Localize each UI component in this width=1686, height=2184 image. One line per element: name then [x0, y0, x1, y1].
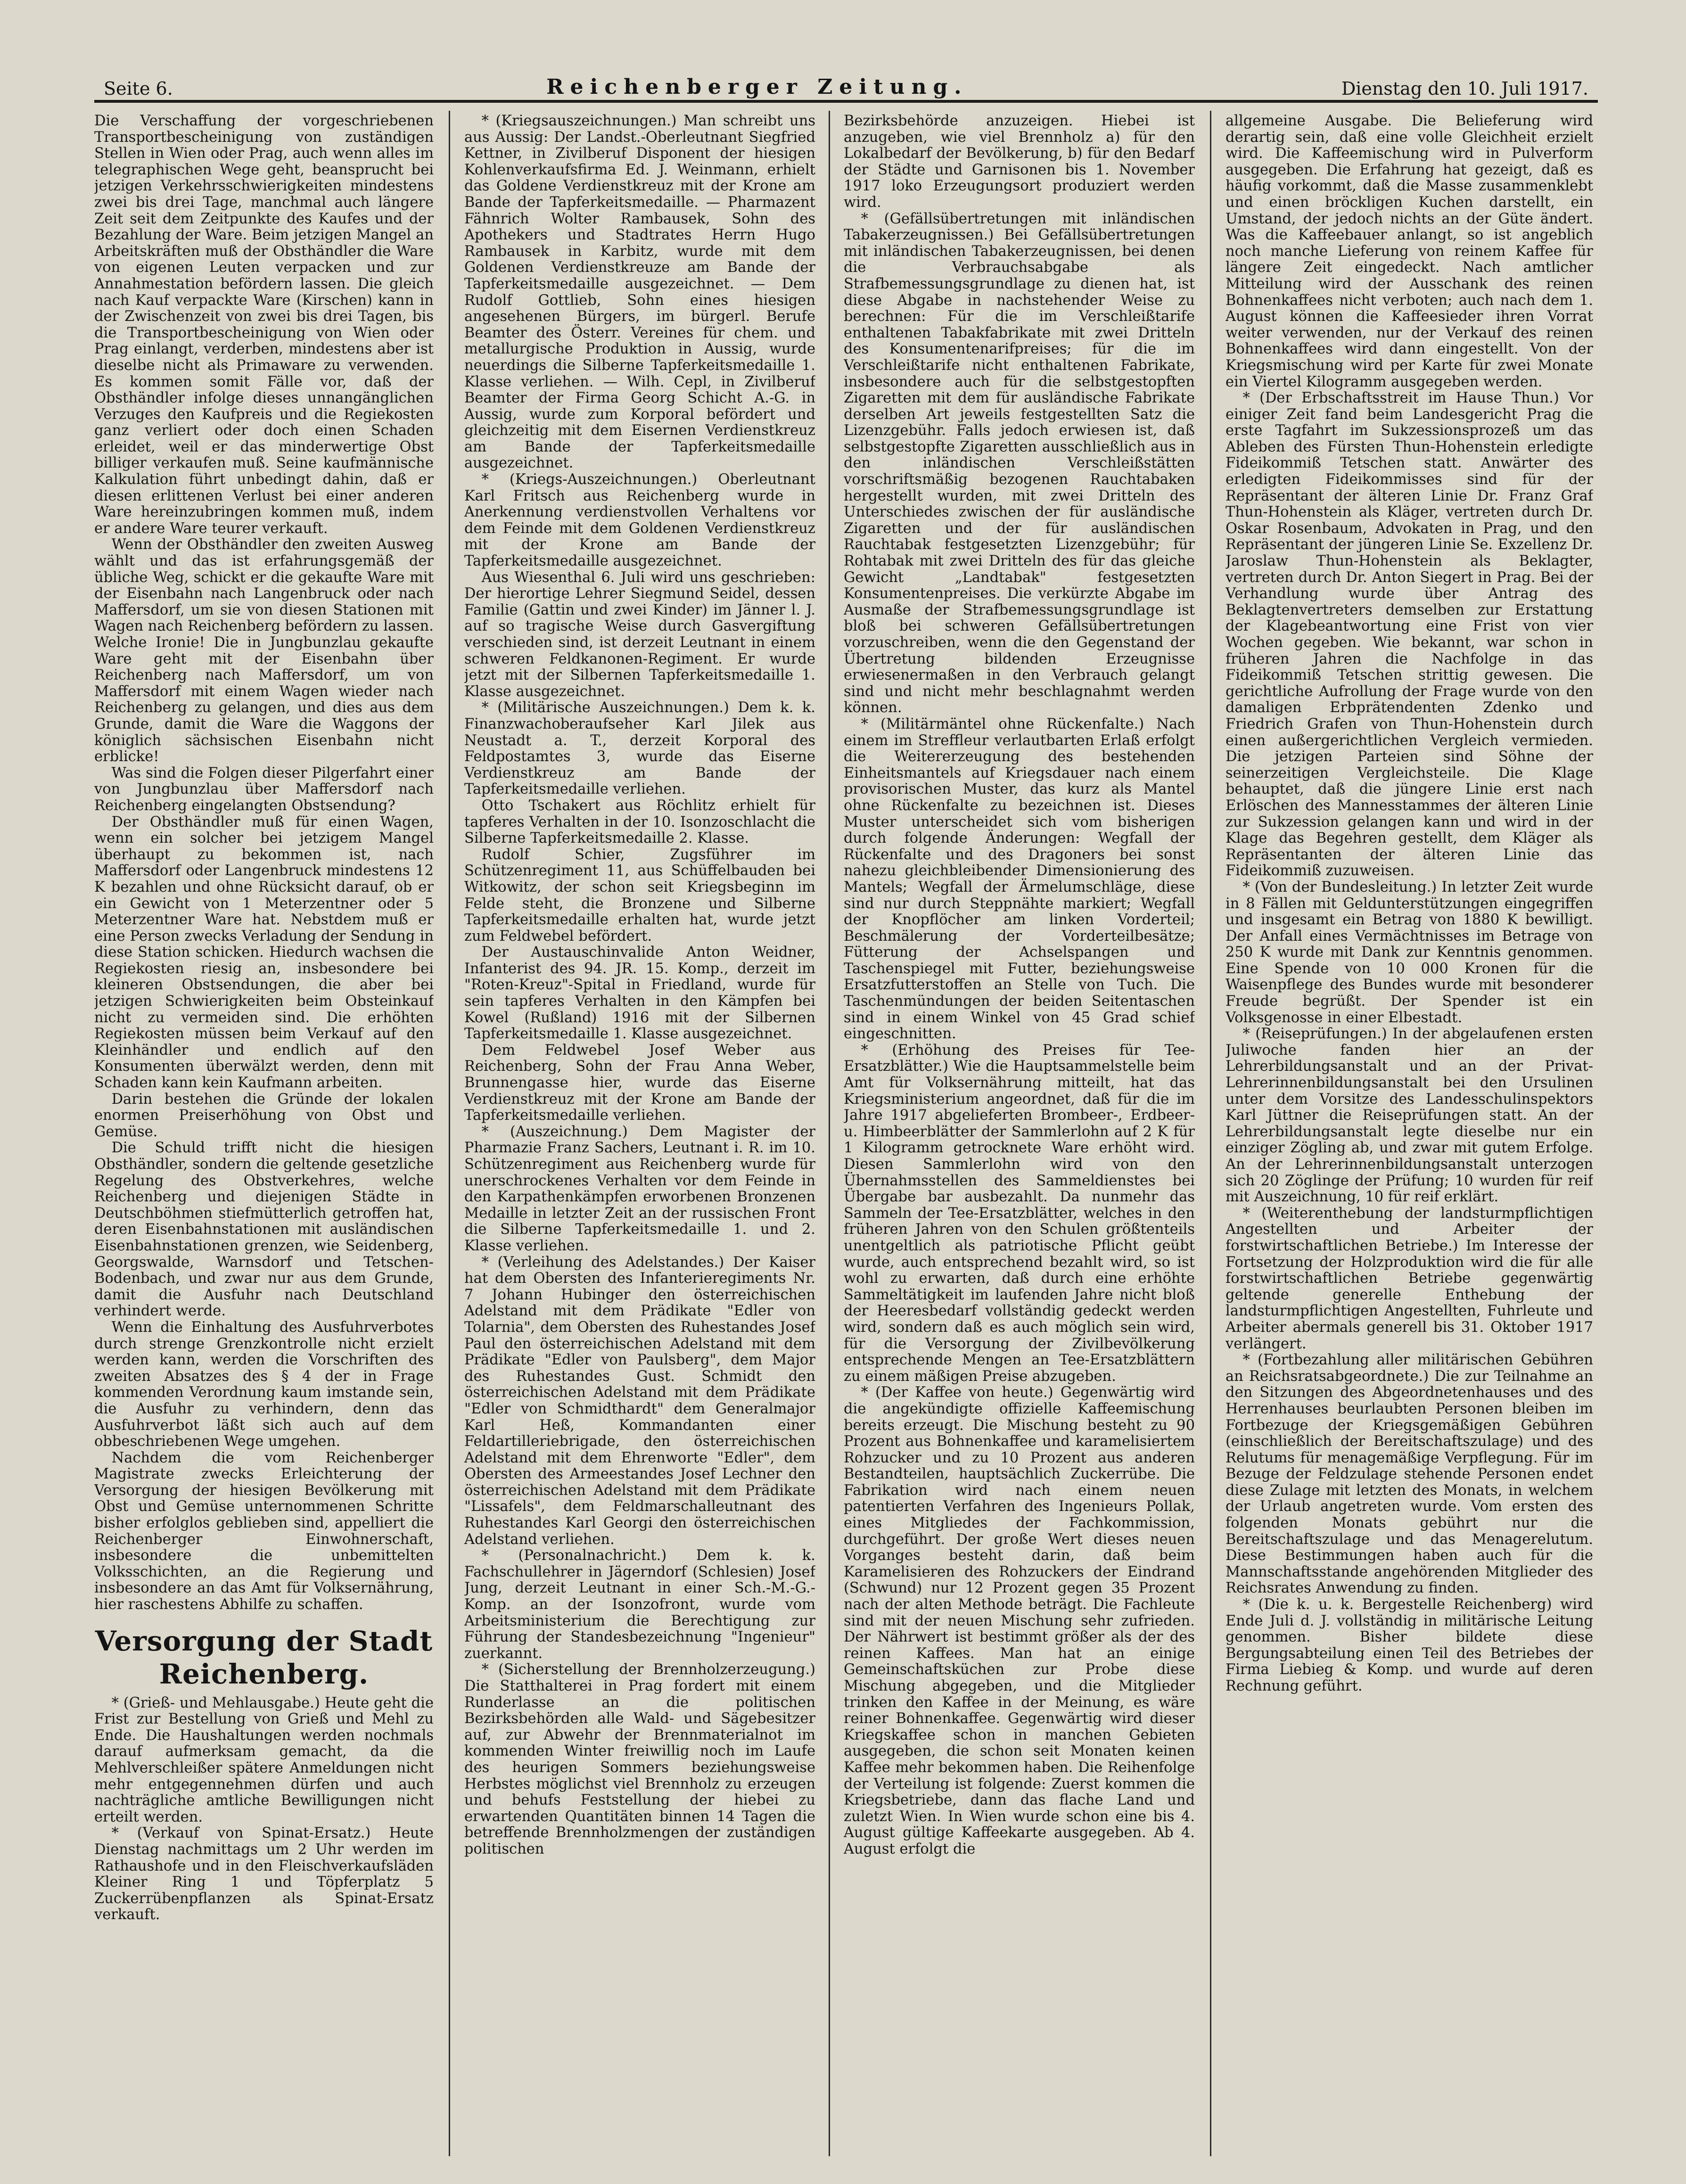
issue-date: Dienstag den 10. Juli 1917. [1341, 78, 1588, 99]
news-item: * (Auszeichnung.) Dem Magister der Pharmazie Franz Sachers, Leutnant i. R. im 10. Schützenregiment aus Reichenberg wurde für unerschrockenes Verhalten vor dem Feinde in den Karpathenkämpfen erworbenen Bronzenen Medaille in letzter Zeit an der russischen Front die Silberne Tapferkeitsmedaille 1. und 2. Klasse verliehen. [464, 1123, 815, 1254]
article-paragraph: Die Verschaffung der vorgeschriebenen Transportbescheinigung von zuständigen Stellen in Wien oder Prag, auch wenn alles im telegraphischen Wege geht, beansprucht bei jetzigen Verkehrsschwierigkeiten mindestens zwei bis drei Tage, manchmal auch längere Zeit seit dem Zeitpunkte des Kaufes und der Bezahlung der Ware. Beim jetzigen Mangel an Arbeitskräften muß der Obsthändler die Ware von eigenen Leuten verpacken und zur Annahmestation befördern lassen. Die gleich nach Kauf verpackte Ware (Kirschen) kann in der Zwischenzeit von zwei bis drei Tagen, bis die Transportbescheinigung von Wien oder Prag einlangt, verderben, mindestens aber ist dieselbe nicht als Primaware zu verwenden. Es kommen somit Fälle vor, daß der Obsthändler infolge dieses unnangänglichen Verzuges den Kaufpreis und die Regiekosten ganz verliert oder doch einen Schaden erleidet, weil er das minderwertige Obst billiger verkaufen muß. Seine kaufmännische Kalkulation führt unbedingt dahin, daß er diesen erlittenen Verlust bei einer anderen Ware hereinzubringen kommen muß, indem er andere Ware teurer verkauft. [94, 113, 434, 537]
news-item: Bezirksbehörde anzuzeigen. Hiebei ist anzugeben, wie viel Brennholz a) für den Lokalbedarf der Bevölkerung, b) für den Bedarf der Städte und Garnisonen bis 1. November 1917 loko Erzeugungsort produziert werden wird. [844, 113, 1195, 211]
news-item: * (Kriegsauszeichnungen.) Man schreibt uns aus Aussig: Der Landst.-Oberleutnant Siegfried Kettner, in Zivilberuf Disponent der hiesigen Kohlenverkaufsfirma Ed. J. Weinmann, erhielt das Goldene Verdienstkreuz mit der Krone am Bande der Tapferkeitsmedaille. — Pharmazent Fähnrich Wolter Rambausek, Sohn des Apothekers und Stadtrates Herrn Hugo Rambausek in Karbitz, wurde mit dem Goldenen Verdienstkreuze am Bande der Tapferkeitsmedaille ausgezeichnet. — Dem Rudolf Gottlieb, Sohn eines hiesigen angesehenen Bürgers, im bürgerl. Berufe Beamter des Österr. Vereines für chem. und metallurgische Produktion in Aussig, wurde neuerdings die Silberne Tapferkeitsmedaille 1. Klasse verliehen. — Wilh. Cepl, in Zivilberuf Beamter der Firma Georg Schicht A.-G. in Aussig, wurde zum Korporal befördert und gleichzeitig mit dem Eisernen Verdienstkreuz am Bande der Tapferkeitsmedaille ausgezeichnet. [464, 113, 815, 472]
news-item: * (Erhöhung des Preises für Tee-Ersatzblätter.) Wie die Hauptsammelstelle beim Amt für Volksernährung mitteilt, hat das Kriegsministerium angeordnet, daß für die im Jahre 1917 abgelieferten Brombeer-, Erdbeer- u. Himbeerblätter der Sammlerlohn auf 2 K für 1 Kilogramm getrocknete Ware erhöht wird. Diesen Sammlerlohn wird von den Übernahmsstellen des Sammeldienstes bei Übergabe bar ausbezahlt. Da nunmehr das Sammeln der Tee-Ersatzblätter, welches in den früheren Jahren von den Schulen größtenteils unentgeltlich als patriotische Pflicht geübt wurde, auch entsprechend bezahlt wird, so ist wohl zu erwarten, daß durch eine erhöhte Sammeltätigkeit im laufenden Jahre nicht bloß der Heeresbedarf vollständig gedeckt werden wird, sondern daß es auch möglich sein wird, für die Versorgung der Zivilbevölkerung entsprechende Mengen an Tee-Ersatzblättern zu einem mäßigen Preise abzugeben. [844, 1042, 1195, 1385]
article-paragraph: Wenn der Obsthändler den zweiten Ausweg wählt und das ist erfahrungsgemäß der übliche Weg, schickt er die gekaufte Ware mit der Eisenbahn nach Langenbruck oder nach Maffersdorf, um sie von diesen Stationen mit Wagen nach Reichenberg befördern zu lassen. Welche Ironie! Die in Jungbunzlau gekaufte Ware geht mit der Eisenbahn über Reichenberg nach Maffersdorf, um von Maffersdorf mit einem Wagen wieder nach Reichenberg zu gelangen, und dies aus dem Grunde, damit die Ware die Waggons der königlich sächsischen Eisenbahn nicht erblicke! [94, 536, 434, 765]
news-item: * (Militärmäntel ohne Rückenfalte.) Nach einem im Streffleur verlautbarten Erlaß erfolgt die Weitererzeugung des bestehenden Einheitsmantels auf Kriegsdauer nach einem provisorischen Muster, das kurz als Mantel ohne Rückenfalte zu bezeichnen ist. Dieses Muster unterscheidet sich vom bisherigen durch folgende Änderungen: Wegfall der Rückenfalte und des Dragoners bei sonst nahezu gleichbleibender Dimensionierung des Mantels; Wegfall der Ärmelumschläge, diese sind nur durch Steppnähte markiert; Wegfall der Knopflöcher am linken Vorderteil; Beschmälerung der Vorderteilbesätze; Fütterung der Achselspangen und Taschenspiegel mit Futter, beziehungsweise Ersatzfutterstoffen an Stelle von Tuch. Die Taschenmündungen der beiden Seitentaschen sind in einem Winkel von 45 Grad schief eingeschnitten. [844, 715, 1195, 1043]
column-divider [449, 111, 450, 2156]
column-divider [1210, 111, 1211, 2156]
newspaper-title: Reichenberger Zeitung. [546, 75, 968, 99]
news-item: * (Sicherstellung der Brennholzerzeugung.) Die Statthalterei in Prag fordert mit einem Runderlasse an die politischen Bezirksbehörden alle Wald- und Sägebesitzer auf, zur Abwehr der Brennmaterialnot im kommenden Winter freiwillig noch im Laufe des heurigen Sommers beziehungsweise Herbstes möglichst viel Brennholz zu erzeugen und behufs Feststellung der hiebei zu erwartenden Quantitäten binnen 14 Tagen die betreffende Brennholzmengen der zuständigen politischen [464, 1661, 815, 1857]
column-2 [464, 113, 815, 2159]
news-item: * (Gefällsübertretungen mit inländischen Tabakerzeugnissen.) Bei Gefällsübertretungen mit inländischen Tabakerzeugnissen, bei denen die Verbrauchsabgabe als Strafbemessungsgrundlage zu dienen hat, ist diese Abgabe in nachstehender Weise zu berechnen: Für die im Verschleißtarife enthaltenen Tabakfabrikate mit zwei Dritteln des Konsumentenarifpreises; für die im Verschleißtarife nicht enthaltenen Fabrikate, insbesondere auch für die selbstgestopften Zigaretten mit dem für ausländische Fabrikate derselben Art jeweils festgestellten Satz die Lizenzgebühr. Falls jedoch erwiesen ist, daß selbstgestopfte Zigaretten ausschließlich aus in den inländischen Verschleißstätten vorschriftsmäßig bezogenen Rauchtabaken hergestellt wurden, mit zwei Dritteln des Unterschiedes zwischen der für ausländische Zigaretten und der für ausländischen Rauchtabak festgesetzten Lizenzgebühr; für Rohtabak mit zwei Dritteln des für das gleiche Gewicht „Landtabak" festgesetzten Konsumentenpreises. Die verkürzte Abgabe im Ausmaße der Strafbemessungsgrundlage ist bloß bei schweren Gefällsübertretungen vorzuschreiben, wenn die den Gegenstand der Übertretung bildenden Erzeugnisse erwiesenermaßen in den Verbrauch gelangt sind und nicht mehr beschlagnahmt werden können. [844, 210, 1195, 716]
news-item: * (Fortbezahlung aller militärischen Gebühren an Reichsratsabgeordnete.) Die zur Teilnahme an den Sitzungen des Abgeordnetenhauses und des Herrenhauses beurlaubten Personen bleiben im Fortbezuge der Kriegsgemäßigen Gebühren (einschließlich der Bereitschaftszulage) und des Relutums für menagemäßige Verpflegung. Für im Bezuge der Feldzulage stehende Personen endet diese Zulage mit letzten des Monats, in welchem der Urlaub angetreten wurde. Vom ersten des folgenden Monats gebührt nur die Bereitschaftszulage und das Menagerelutum. Diese Bestimmungen haben auch für die Mannschaftsstande angehörenden Mitglieder des Reichsrates Anwendung zu finden. [1225, 1352, 1593, 1597]
page-number: Seite 6. [104, 78, 173, 99]
article-paragraph: Der Obsthändler muß für einen Wagen, wenn ein solcher bei jetzigem Mangel überhaupt zu bekommen ist, nach Maffersdorf oder Langenbruck mindestens 12 K bezahlen und ohne Rücksicht darauf, ob er ein Gewicht von 1 Meterzentner oder 5 Meterzentner Ware hat. Nebstdem muß er eine Person zwecks Verladung der Sendung in diese Station schicken. Hiedurch wachsen die Regiekosten riesig an, insbesondere bei kleineren Obstsendungen, die aber bei jetzigen Schwierigkeiten beim Obsteinkauf nicht zu vermeiden sind. Die erhöhten Regiekosten müssen beim Verkauf auf den Kleinhändler und endlich auf den Konsumenten überwälzt werden, denn mit Schaden kann kein Kaufmann arbeiten. [94, 813, 434, 1092]
article-paragraph: Die Schuld trifft nicht die hiesigen Obsthändler, sondern die geltende gesetzliche Regelung des Obstverkehres, welche Reichenberg und diejenigen Städte in Deutschböhmen stiefmütterlich getroffen hat, deren Eisenbahnstationen mit ausländischen Eisenbahnstationen grenzen, wie Seidenberg, Georgswalde, Warnsdorf und Tetschen-Bodenbach, und zwar nur aus dem Grunde, damit die Ausfuhr nach Deutschland verhindert werde. [94, 1140, 434, 1320]
news-item: * (Weiterenthebung der landsturmpflichtigen Angestellten und Arbeiter der forstwirtschaftlichen Betriebe.) Im Interesse der Fortsetzung der Holzproduktion wird die für alle forstwirtschaftlichen Betriebe gegenwärtig geltende generelle Enthebung der landsturmpflichtigen Angestellten, Fuhrleute und Arbeiter abermals generell bis 31. Oktober 1917 verlängert. [1225, 1205, 1593, 1352]
page-header [104, 57, 1588, 99]
column-1 [94, 113, 434, 2159]
news-item: * (Die k. u. k. Bergestelle Reichenberg) wird Ende Juli d. J. vollständig in militärische Leitung genommen. Bisher bildete diese Bergungsabteilung einen Teil des Betriebes der Firma Liebieg & Komp. und wurde auf deren Rechnung geführt. [1225, 1596, 1593, 1694]
news-item: * (Grieß- und Mehlausgabe.) Heute geht die Frist zur Bestellung von Grieß und Mehl zu Ende. Die Haushaltungen werden nochmals darauf aufmerksam gemacht, da die Mehlverschleißer spätere Anmeldungen nicht mehr entgegennehmen dürfen und auch nachträgliche amtliche Bewilligungen nicht erteilt werden. [94, 1694, 434, 1825]
news-item: * (Kriegs-Auszeichnungen.) Oberleutnant Karl Fritsch aus Reichenberg wurde in Anerkennung verdienstvollen Verhaltens vor dem Feinde mit dem Goldenen Verdienstkreuz mit der Krone am Bande der Tapferkeitsmedaille ausgezeichnet. [464, 471, 815, 570]
news-item: * (Reiseprüfungen.) In der abgelaufenen ersten Juliwoche fanden hier an der Lehrerbildungsanstalt und an der Privat-Lehrerinnenbildungsanstalt bei den Ursulinen unter dem Vorsitze des Landesschulinspektors Karl Jüttner die Reiseprüfungen statt. An der Lehrerbildungsanstalt legte dieselbe nur ein einziger Zögling ab, und zwar mit gutem Erfolge. An der Lehrerinnenbildungsanstalt unterzogen sich 20 Zöglinge der Prüfung; 10 wurden für reif mit Auszeichnung, 10 für reif erklärt. [1225, 1026, 1593, 1206]
news-item: * (Verkauf von Spinat-Ersatz.) Heute Dienstag nachmittags um 2 Uhr werden im Rathaushofe und in den Fleischverkaufsläden Kleiner Ring 1 und Töpferplatz 5 Zuckerrübenpflanzen als Spinat-Ersatz verkauft. [94, 1825, 434, 1923]
news-item: Rudolf Schier, Zugsführer im Schützenregiment 11, aus Schüffelbauden bei Witkowitz, der schon seit Kriegsbeginn im Felde steht, die Bronzene und Silberne Tapferkeitsmedaille erhalten hat, wurde jetzt zum Feldwebel befördert. [464, 846, 815, 944]
news-item: * (Personalnachricht.) Dem k. k. Fachschullehrer in Jägerndorf (Schlesien) Josef Jung, derzeit Leutnant in einer Sch.-M.-G.-Komp. an der Isonzofront, wurde vom Arbeitsministerium die Berechtigung zur Führung der Standesbezeichnung "Ingenieur" zuerkannt. [464, 1547, 815, 1662]
article-paragraph: Nachdem die vom Reichenberger Magistrate zwecks Erleichterung der Versorgung der hiesigen Bevölkerung mit Obst und Gemüse unternommenen Schritte bisher erfolglos geblieben sind, appelliert die Reichenberger Einwohnerschaft, insbesondere die unbemittelten Volksschichten, an die Regierung und insbesondere an das Amt für Volksernährung, hier raschestens Abhilfe zu schaffen. [94, 1449, 434, 1613]
column-divider [829, 111, 830, 2156]
news-item: Dem Feldwebel Josef Weber aus Reichenberg, Sohn der Frau Anna Weber, Brunnengasse hier, wurde das Eiserne Verdienstkreuz mit der Krone am Bande der Tapferkeitsmedaille verliehen. [464, 1042, 815, 1124]
news-item: Der Austauschinvalide Anton Weidner, Infanterist des 94. JR. 15. Komp., derzeit im "Roten-Kreuz"-Spital in Friedland, wurde für sein tapferes Verhalten in den Kämpfen bei Kowel (Rußland) 1916 mit der Silbernen Tapferkeitsmedaille 1. Klasse ausgezeichnet. [464, 944, 815, 1043]
news-item: * (Von der Bundesleitung.) In letzter Zeit wurde in 8 Fällen mit Geldunterstützungen eingegriffen und insgesamt ein Betrag von 1880 K bewilligt. Der Anfall eines Vermächtnisses im Betrage von 250 K wurde mit Dank zur Kenntnis genommen. Eine Spende von 10 000 Kronen für die Waisenpflege des Bundes wurde mit besonderer Freude begrüßt. Der Spender ist ein Volksgenosse in einer Elbestadt. [1225, 879, 1593, 1026]
column-3 [844, 113, 1195, 2159]
article-paragraph: Wenn die Einhaltung des Ausfuhrverbotes durch strenge Grenzkontrolle nicht erzielt werden kann, werden die Vorschriften des zweiten Absatzes des § 4 der in Frage kommenden Verordnung kaum imstande sein, die Ausfuhr zu verhindern, denn das Ausfuhrverbot läßt sich auch auf dem obbeschriebenen Wege umgehen. [94, 1319, 434, 1450]
news-item: * (Der Kaffee von heute.) Gegenwärtig wird die angekündigte offizielle Kaffeemischung bereits erzeugt. Die Mischung besteht zu 90 Prozent aus Bohnenkaffee und karamelisiertem Rohzucker und zu 10 Prozent aus anderen Bestandteilen, hauptsächlich Zuckerrübe. Die Fabrikation wird nach einem neuen patentierten Verfahren des Ingenieurs Pollak, eines Mitgliedes der Fachkommission, durchgeführt. Der große Wert dieses neuen Vorganges besteht darin, daß beim Karamelisieren des Rohzuckers der Eindrand (Schwund) nur 12 Prozent gegen 35 Prozent nach der alten Methode beträgt. Die Fachleute sind mit der neuen Mischung sehr zufrieden. Der Nährwert ist bestimmt größer als der des reinen Kaffees. Man hat an einige Gemeinschaftsküchen zur Probe diese Mischung abgegeben, und die Mitglieder trinken den Kaffee in der Meinung, es wäre reiner Bohnenkaffee. Gegenwärtig wird dieser Kriegskaffee schon in manchen Gebieten ausgegeben, die schon seit Monaten keinen Kaffee mehr bekommen haben. Die Reihenfolge der Verteilung ist folgende: Zuerst kommen die Kriegsbetriebe, dann das flache Land und zuletzt Wien. In Wien wurde schon eine bis 4. August gültige Kaffeekarte ausgegeben. Ab 4. August erfolgt die [844, 1384, 1195, 1857]
article-paragraph: Was sind die Folgen dieser Pilgerfahrt einer von Jungbunzlau über Maffersdorf nach Reichenberg eingelangten Obstsendung? [94, 764, 434, 814]
news-item: * (Militärische Auszeichnungen.) Dem k. k. Finanzwachoberaufseher Karl Jilek aus Neustadt a. T., derzeit Korporal des Feldpostamtes 3, wurde das Eiserne Verdienstkreuz am Bande der Tapferkeitsmedaille verliehen. [464, 699, 815, 798]
news-item: allgemeine Ausgabe. Die Belieferung wird derartig sein, daß eine volle Gleichheit erzielt wird. Die Kaffeemischung wird in Pulverform ausgegeben. Die Erfahrung hat gezeigt, daß es häufig vorkommt, daß die Masse zusammenklebt und einen bröckligen Kuchen darstellt, ein Umstand, der jedoch nichts an der Güte ändert. Was die Kaffeebauer anlangt, so ist angeblich noch manche Lieferung von reinem Kaffee für längere Zeit eingedeckt. Nach amtlicher Mitteilung wird der Ausschank des reinen Bohnenkaffees nicht verboten; auch nach dem 1. August können die Kaffeesieder ihren Vorrat weiter verwenden, nur der Verkauf des reinen Bohnenkaffees wird dann eingestellt. Von der Kriegsmischung wird per Karte für zwei Monate ein Viertel Kilogramm ausgegeben werden. [1225, 113, 1593, 390]
news-item: Otto Tschakert aus Röchlitz erhielt für tapferes Verhalten in der 10. Isonzoschlacht die Silberne Tapferkeitsmedaille 2. Klasse. [464, 797, 815, 847]
header-rule [94, 100, 1598, 103]
news-item: Aus Wiesenthal 6. Juli wird uns geschrieben: Der hierortige Lehrer Siegmund Seidel, dessen Familie (Gattin und zwei Kinder) im Jänner l. J. auf so tragische Weise durch Gasvergiftung verschieden sind, ist derzeit Leutnant in einem schweren Feldkanonen-Regiment. Er wurde jetzt mit der Silbernen Tapferkeitsmedaille 1. Klasse ausgezeichnet. [464, 569, 815, 700]
news-item: * (Der Erbschaftsstreit im Hause Thun.) Vor einiger Zeit fand beim Landesgericht Prag die erste Tagfahrt im Sukzessionsprozeß um das Ableben des Fürsten Thun-Hohenstein erledigte Fideikommiß Tetschen statt. Anwärter des erledigten Fideikommisses sind für der Repräsentant der älteren Linie Dr. Franz Graf Thun-Hohenstein als Kläger, vertreten durch Dr. Oskar Rosenbaum, Advokaten in Prag, und den Repräsentant der jüngeren Linie Se. Exzellenz Dr. Jaroslaw Thun-Hohenstein als Beklagter, vertreten durch Dr. Anton Siegert in Prag. Bei der Verhandlung wurde über Antrag des Beklagtenvertreters demselben zur Erstattung der Klagebeantwortung eine Frist von vier Wochen gegeben. Wie bekannt, war schon in früheren Jahren die Nachfolge in das Fideikommiß Tetschen strittig gewesen. Die gerichtliche Aufrollung der Frage wurde von den damaligen Erbprätendenten Zdenko und Friedrich Grafen von Thun-Hohenstein durch einen außergerichtlichen Vergleich vermieden. Die jetzigen Parteien sind Söhne der seinerzeitigen Vergleichsteile. Die Klage behauptet, daß die jüngere Linie erst nach Erlöschen des Mannesstammes der älteren Linie zur Sukzession gelangen kann und wird in der Klage das Begehren gestellt, dem Kläger als Repräsentanten der älteren Linie das Fideikommiß zuzuweisen. [1225, 390, 1593, 879]
section-heading: Versorgung der Stadt Reichenberg. [95, 1625, 433, 1690]
column-4 [1225, 113, 1593, 2159]
news-item: * (Verleihung des Adelstandes.) Der Kaiser hat dem Obersten des Infanterieregiments Nr. 7 Johann Hubinger den österreichischen Adelstand mit dem Prädikate "Edler von Tolarnia", dem Obersten des Ruhestandes Josef Paul den österreichischen Adelstand mit dem Prädikate "Edler von Paulsberg", dem Major des Ruhestandes Gust. Schmidt den österreichischen Adelstand mit dem Prädikate "Edler von Schmidthardt" dem Generalmajor Karl Heß, Kommandanten einer Feldartilleriebrigade, den österreichischen Adelstand mit dem Ehrenworte "Edler", dem Obersten des Armeestandes Josef Lechner den österreichischen Adelstand mit dem Prädikate "Lissafels", dem Feldmarschalleutnant des Ruhestandes Karl Georgi den österreichischen Adelstand verliehen. [464, 1254, 815, 1548]
article-paragraph: Darin bestehen die Gründe der lokalen enormen Preiserhöhung von Obst und Gemüse. [94, 1091, 434, 1140]
